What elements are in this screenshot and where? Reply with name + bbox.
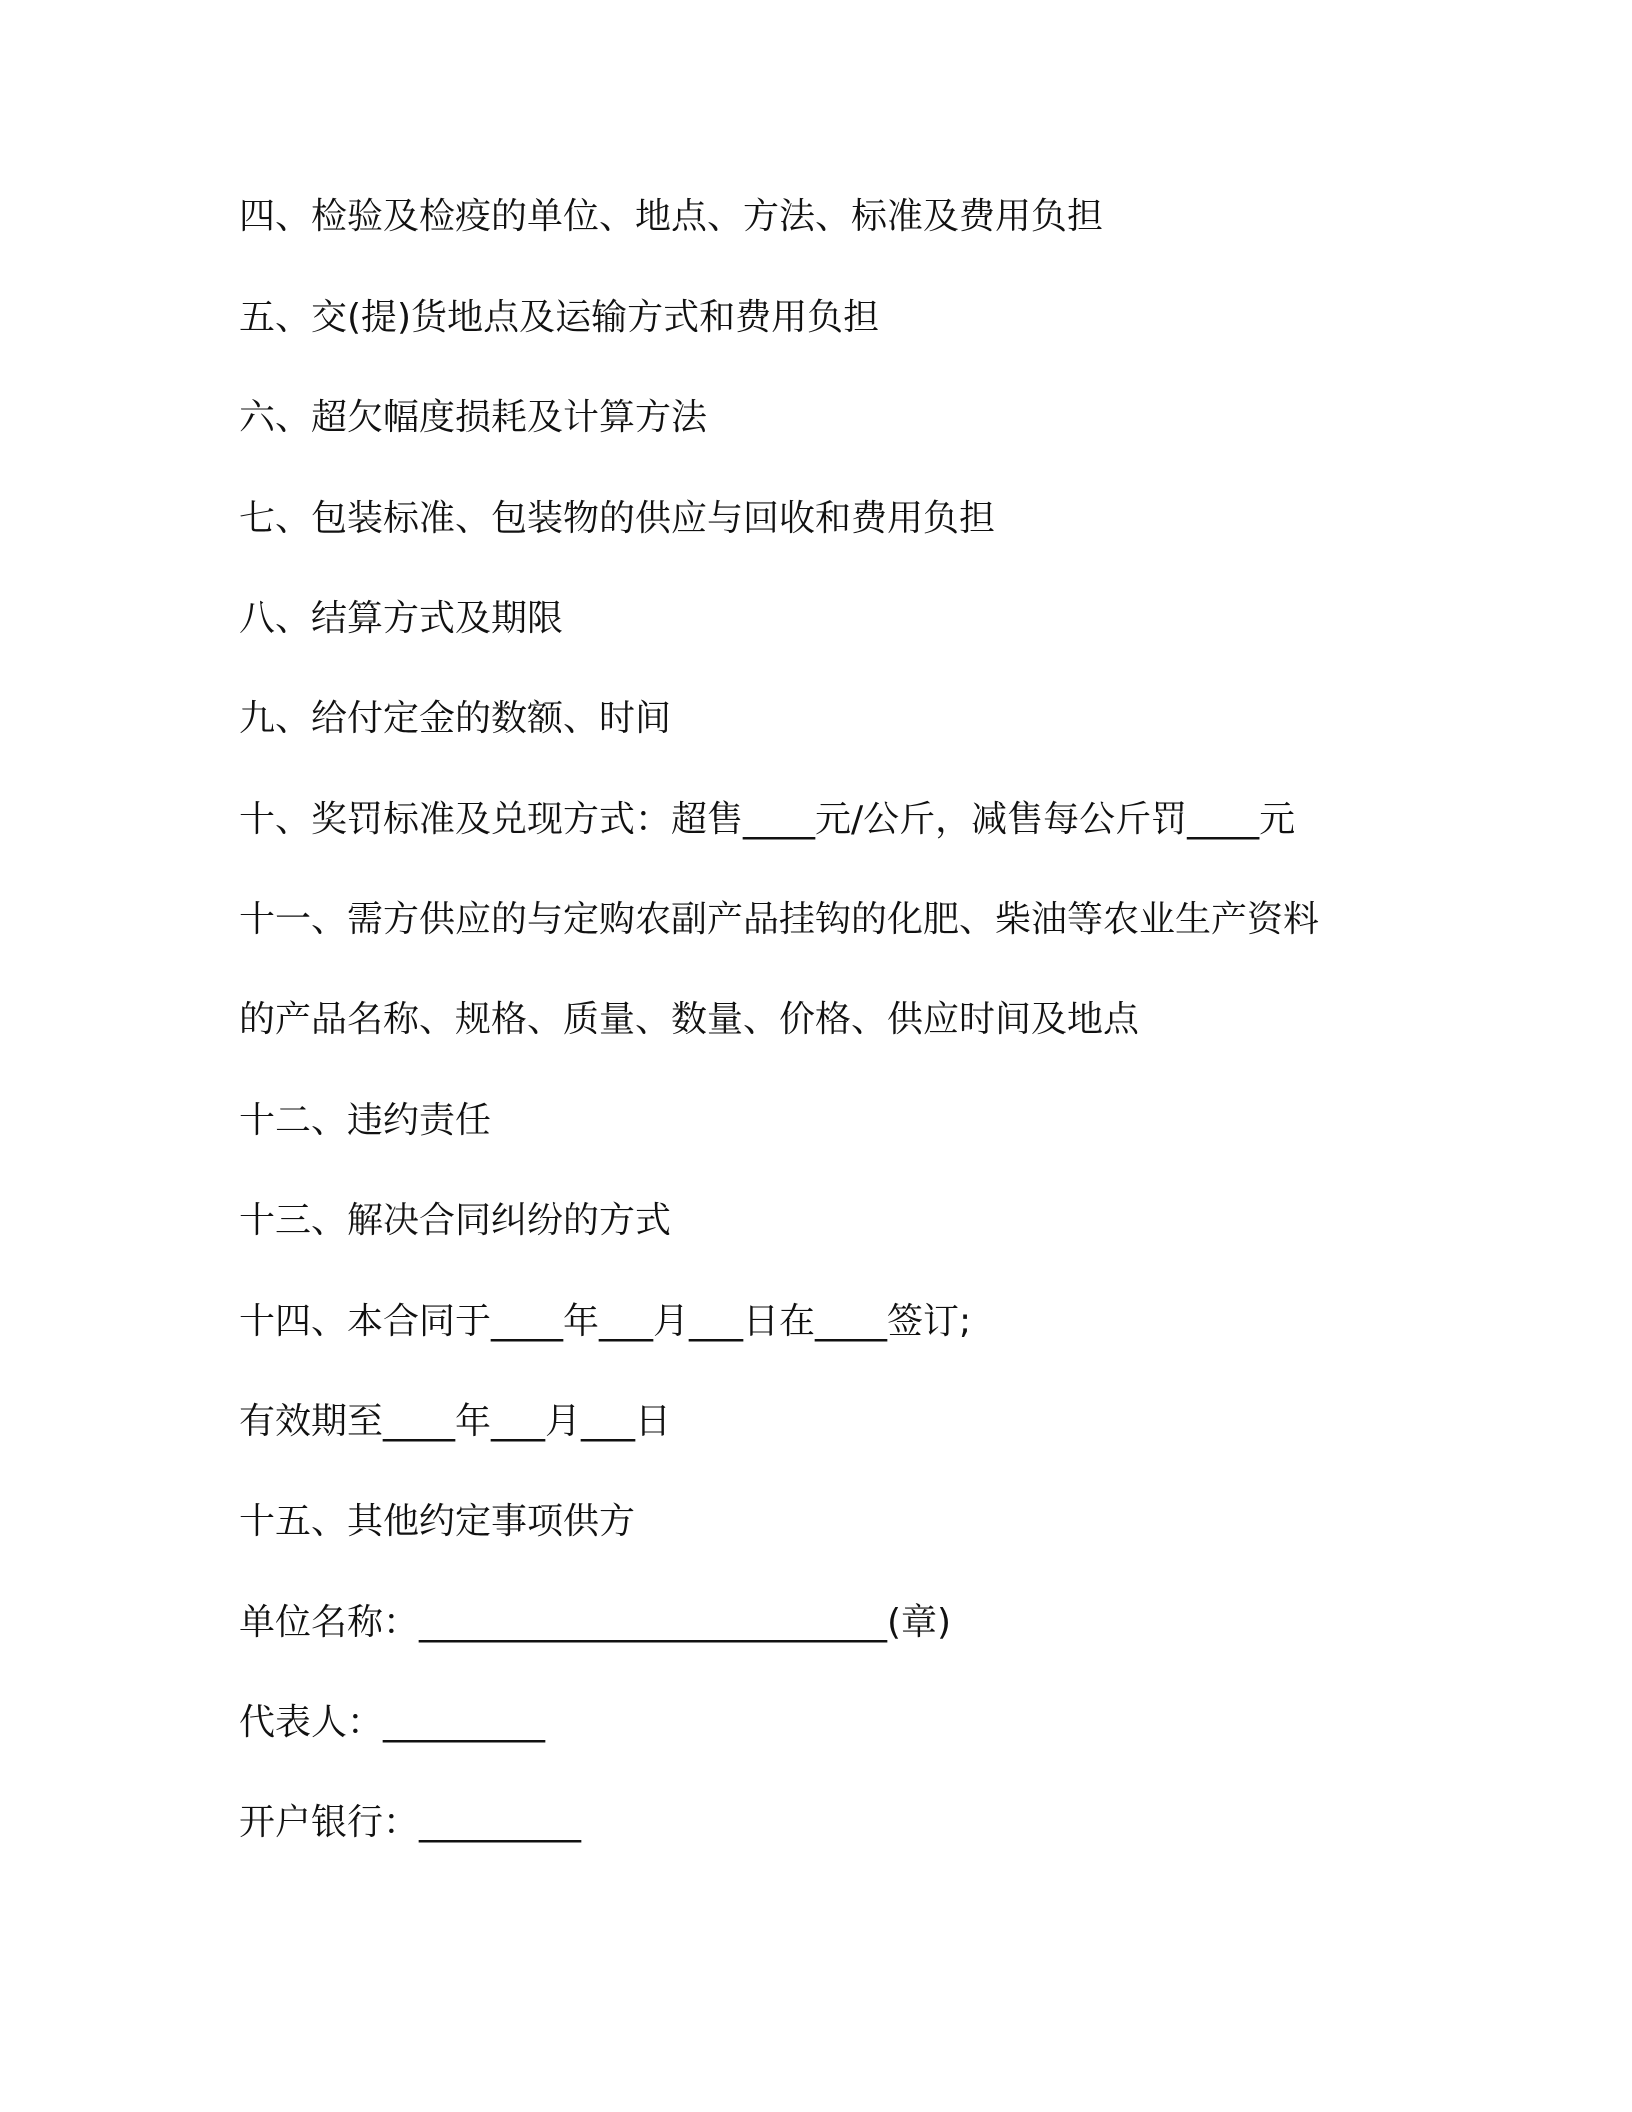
clause-10-rewards-penalties: 十、奖罚标准及兑现方式：超售____元/公斤，减售每公斤罚____元 [239,799,1296,840]
clause-11-supplies: 十一、需方供应的与定购农副产品挂钩的化肥、柴油等农业生产资料 [239,899,1320,940]
clause-8-settlement: 八、结算方式及期限 [239,598,564,639]
supplier-bank-field: 开户银行：_________ [239,1802,582,1843]
supplier-representative-field: 代表人：_________ [239,1702,546,1743]
clause-9-deposit: 九、给付定金的数额、时间 [239,698,672,739]
clause-14-signing-date: 十四、本合同于____年___月___日在____签订; [239,1301,972,1342]
supplier-unit-name-field: 单位名称：__________________________(章) [239,1602,952,1643]
clause-14-validity-period: 有效期至____年___月___日 [239,1401,672,1442]
clause-12-liability: 十二、违约责任 [239,1100,492,1141]
clause-5-delivery: 五、交(提)货地点及运输方式和费用负担 [239,297,880,338]
clause-7-packaging: 七、包装标准、包装物的供应与回收和费用负担 [239,498,996,539]
clause-6-loss-calculation: 六、超欠幅度损耗及计算方法 [239,397,708,438]
clause-15-other-matters: 十五、其他约定事项供方 [239,1501,636,1542]
clause-4-inspection: 四、检验及检疫的单位、地点、方法、标准及费用负担 [239,196,1104,237]
clause-13-dispute-resolution: 十三、解决合同纠纷的方式 [239,1200,672,1241]
clause-11-supplies-continued: 的产品名称、规格、质量、数量、价格、供应时间及地点 [239,999,1140,1040]
